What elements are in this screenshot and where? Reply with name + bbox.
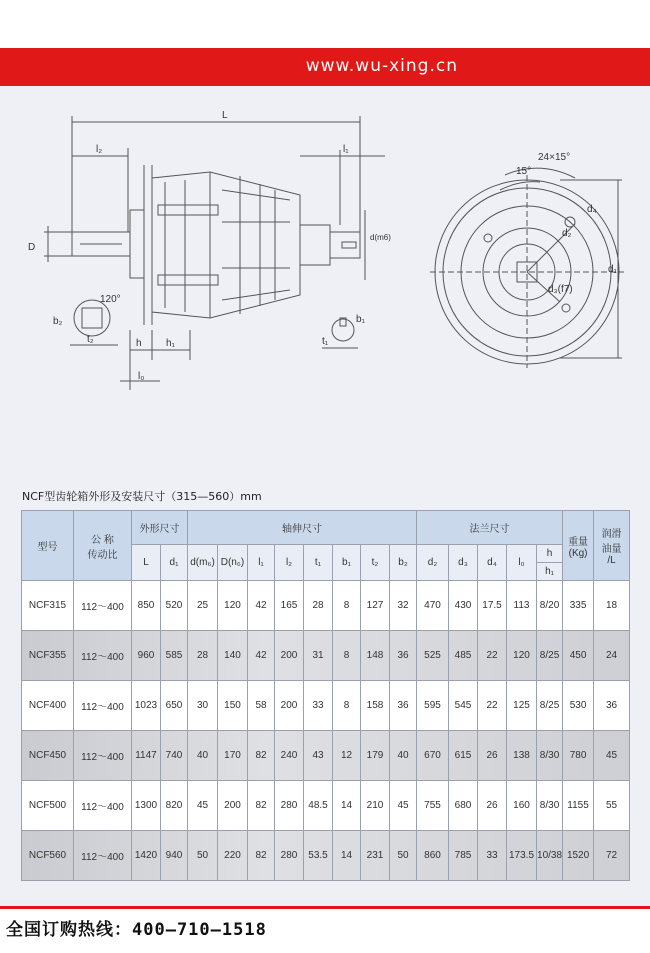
table-cell: 22 — [478, 631, 507, 681]
table-cell: 8 — [333, 581, 361, 631]
table-cell: 1300 — [132, 781, 161, 831]
hotline-label: 全国订购热线： — [6, 920, 132, 940]
table-cell: 120 — [507, 631, 537, 681]
label-l0: l₀ — [138, 371, 145, 382]
header-L: L — [132, 545, 161, 581]
label-l2: l₂ — [96, 144, 103, 155]
model-cell: NCF400 — [22, 681, 74, 731]
header-flange: 法兰尺寸 — [417, 511, 563, 545]
table-cell: 615 — [449, 731, 478, 781]
table-cell: 170 — [218, 731, 248, 781]
table-cell: 36 — [390, 631, 417, 681]
table-cell: 8/30 — [537, 781, 563, 831]
table-cell: 45 — [188, 781, 218, 831]
header-l1: l₁ — [248, 545, 275, 581]
table-cell: 112～400 — [74, 731, 132, 781]
table-title: NCF型齿轮箱外形及安装尺寸（315—560）mm — [22, 490, 262, 503]
table-cell: 18 — [594, 581, 630, 631]
model-cell: NCF560 — [22, 831, 74, 881]
table-cell: 31 — [304, 631, 333, 681]
label-b2: b₂ — [53, 316, 63, 327]
header-h: h — [537, 545, 563, 563]
table-cell: 200 — [218, 781, 248, 831]
table-cell: 127 — [361, 581, 390, 631]
table-cell: 26 — [478, 731, 507, 781]
table-cell: 148 — [361, 631, 390, 681]
drawing-labels — [28, 110, 618, 382]
table-cell: 200 — [275, 631, 304, 681]
header-d4: d₄ — [478, 545, 507, 581]
table-cell: 670 — [417, 731, 449, 781]
table-cell: 42 — [248, 631, 275, 681]
table-row — [22, 831, 630, 881]
table-cell: 36 — [390, 681, 417, 731]
header-d1: d₁ — [161, 545, 188, 581]
model-cell: NCF450 — [22, 731, 74, 781]
header-d-m6: d(m₆) — [188, 545, 218, 581]
table-cell: 14 — [333, 781, 361, 831]
table-cell: 165 — [275, 581, 304, 631]
model-cell: NCF500 — [22, 781, 74, 831]
table-cell: 50 — [390, 831, 417, 881]
table-cell: 335 — [563, 581, 594, 631]
table-cell: 33 — [478, 831, 507, 881]
label-bolts: 24×15° — [538, 152, 571, 163]
header-weight: 重量 (Kg) — [563, 511, 594, 581]
label-d1: d₁ — [608, 264, 617, 275]
header-ratio: 公 称 传动比 — [74, 511, 132, 581]
table-body — [22, 581, 630, 881]
label-h: h — [136, 338, 142, 349]
table-cell: 525 — [417, 631, 449, 681]
label-b1: b₁ — [356, 314, 365, 325]
table-cell: 650 — [161, 681, 188, 731]
table-cell: 82 — [248, 731, 275, 781]
table-cell: 785 — [449, 831, 478, 881]
table-cell: 28 — [188, 631, 218, 681]
header-b2: b₂ — [390, 545, 417, 581]
table-cell: 12 — [333, 731, 361, 781]
table-cell: 82 — [248, 781, 275, 831]
label-d4: d₄ — [587, 204, 597, 215]
table-cell: 160 — [507, 781, 537, 831]
table-cell: 125 — [507, 681, 537, 731]
table-cell: 30 — [188, 681, 218, 731]
header-b1: b₁ — [333, 545, 361, 581]
model-cell: NCF355 — [22, 631, 74, 681]
gearbox-drawing — [0, 86, 650, 486]
table-cell: 43 — [304, 731, 333, 781]
table-cell: 530 — [563, 681, 594, 731]
table-cell: 520 — [161, 581, 188, 631]
table-cell: 33 — [304, 681, 333, 731]
table-cell: 450 — [563, 631, 594, 681]
header-l2: l₂ — [275, 545, 304, 581]
label-L: L — [222, 110, 228, 121]
table-cell: 740 — [161, 731, 188, 781]
table-cell: 850 — [132, 581, 161, 631]
table-cell: 158 — [361, 681, 390, 731]
table-cell: 28 — [304, 581, 333, 631]
label-15deg: 15° — [516, 166, 532, 177]
table-cell: 231 — [361, 831, 390, 881]
table-cell: 50 — [188, 831, 218, 881]
table-cell: 22 — [478, 681, 507, 731]
label-120deg: 120° — [100, 294, 121, 305]
table-cell: 200 — [275, 681, 304, 731]
table-cell: 72 — [594, 831, 630, 881]
table-cell: 82 — [248, 831, 275, 881]
table-cell: 430 — [449, 581, 478, 631]
table-cell: 120 — [218, 581, 248, 631]
table-cell: 140 — [218, 631, 248, 681]
table-cell: 8/30 — [537, 731, 563, 781]
header-t2: t₂ — [361, 545, 390, 581]
table-cell: 14 — [333, 831, 361, 881]
label-l1: l₁ — [343, 144, 349, 155]
table-cell: 53.5 — [304, 831, 333, 881]
table-cell: 780 — [563, 731, 594, 781]
table-cell: 26 — [478, 781, 507, 831]
label-d3: d₃(f7) — [548, 284, 573, 295]
table-cell: 8 — [333, 681, 361, 731]
table-cell: 138 — [507, 731, 537, 781]
header-D-n6: D(n₆) — [218, 545, 248, 581]
table-cell: 48.5 — [304, 781, 333, 831]
site-url[interactable]: www.wu-xing.cn — [305, 56, 458, 76]
header-oil: 润滑 油量 /L — [594, 511, 630, 581]
table-cell: 860 — [417, 831, 449, 881]
table-cell: 8 — [333, 631, 361, 681]
header-h1: h₁ — [537, 563, 563, 581]
table-cell: 210 — [361, 781, 390, 831]
table-cell: 173.5 — [507, 831, 537, 881]
header-d2: d₂ — [417, 545, 449, 581]
end-view — [430, 168, 624, 368]
header-banner — [0, 48, 650, 86]
header-l0: l₀ — [507, 545, 537, 581]
table-cell: 585 — [161, 631, 188, 681]
table-cell: 45 — [594, 731, 630, 781]
table-cell: 179 — [361, 731, 390, 781]
table-cell: 112～400 — [74, 681, 132, 731]
table-cell: 58 — [248, 681, 275, 731]
table-row — [22, 731, 630, 781]
table-cell: 1023 — [132, 681, 161, 731]
label-t2: t₂ — [87, 334, 94, 345]
table-cell: 8/25 — [537, 631, 563, 681]
table-cell: 1520 — [563, 831, 594, 881]
label-t1: t₁ — [322, 336, 329, 347]
model-cell: NCF315 — [22, 581, 74, 631]
footer-divider — [0, 906, 650, 909]
table-cell: 8/25 — [537, 681, 563, 731]
table-cell: 280 — [275, 831, 304, 881]
table-cell: 595 — [417, 681, 449, 731]
order-hotline — [6, 915, 267, 940]
header-d3: d₃ — [449, 545, 478, 581]
table-row — [22, 781, 630, 831]
table-cell: 545 — [449, 681, 478, 731]
table-cell: 150 — [218, 681, 248, 731]
table-cell: 1420 — [132, 831, 161, 881]
header-t1: t₁ — [304, 545, 333, 581]
table-row — [22, 681, 630, 731]
table-cell: 36 — [594, 681, 630, 731]
table-cell: 55 — [594, 781, 630, 831]
dimension-table — [21, 510, 630, 881]
side-view — [44, 116, 385, 390]
table-cell: 940 — [161, 831, 188, 881]
table-cell: 113 — [507, 581, 537, 631]
table-cell: 485 — [449, 631, 478, 681]
label-h1: h₁ — [166, 338, 175, 349]
table-cell: 17.5 — [478, 581, 507, 631]
table-cell: 240 — [275, 731, 304, 781]
table-cell: 1155 — [563, 781, 594, 831]
table-cell: 24 — [594, 631, 630, 681]
table-cell: 960 — [132, 631, 161, 681]
table-cell: 470 — [417, 581, 449, 631]
table-cell: 25 — [188, 581, 218, 631]
table-cell: 8/20 — [537, 581, 563, 631]
table-cell: 680 — [449, 781, 478, 831]
table-cell: 280 — [275, 781, 304, 831]
table-cell: 1147 — [132, 731, 161, 781]
table-row — [22, 631, 630, 681]
label-D: D — [28, 242, 36, 253]
table-cell: 220 — [218, 831, 248, 881]
table-row — [22, 581, 630, 631]
header-model: 型号 — [22, 511, 74, 581]
table-cell: 112～400 — [74, 581, 132, 631]
table-cell: 40 — [390, 731, 417, 781]
header-shaft: 轴伸尺寸 — [188, 511, 417, 545]
table-cell: 10/38 — [537, 831, 563, 881]
table-cell: 755 — [417, 781, 449, 831]
table-cell: 112～400 — [74, 781, 132, 831]
hotline-number[interactable]: 400—710—1518 — [132, 920, 267, 940]
label-d2: d₂ — [562, 228, 572, 239]
table-cell: 112～400 — [74, 831, 132, 881]
header-outline: 外形尺寸 — [132, 511, 188, 545]
table-cell: 45 — [390, 781, 417, 831]
label-d-m6: d(m6) — [370, 233, 391, 242]
table-cell: 820 — [161, 781, 188, 831]
table-cell: 112～400 — [74, 631, 132, 681]
table-cell: 40 — [188, 731, 218, 781]
table-cell: 42 — [248, 581, 275, 631]
table-cell: 32 — [390, 581, 417, 631]
